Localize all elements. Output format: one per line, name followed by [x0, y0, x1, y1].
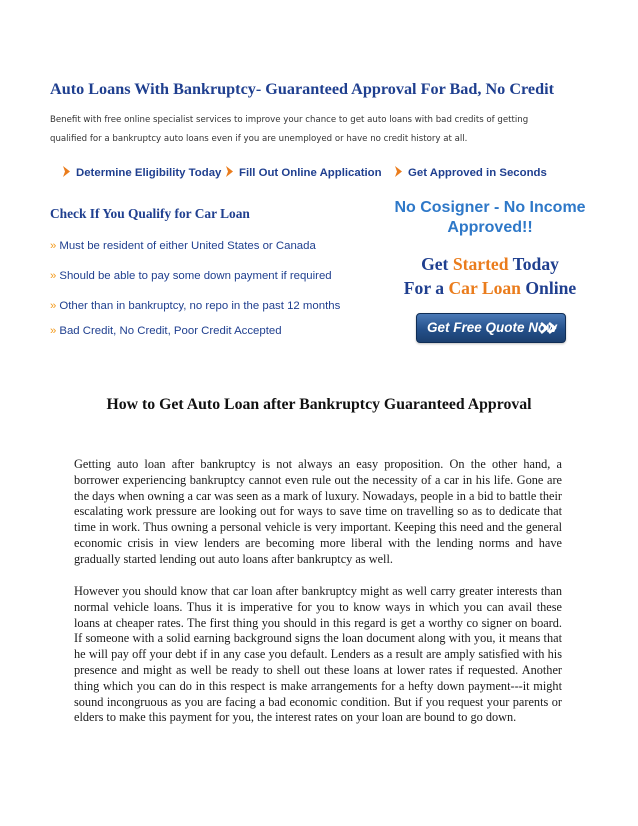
- promo-line: No Cosigner - No Income: [394, 199, 586, 216]
- intro-line: qualified for a bankruptcy auto loans even if you are unemployed or have no credit history at all.: [50, 134, 468, 144]
- get-free-quote-button[interactable]: [416, 313, 566, 343]
- list-item: [50, 270, 332, 282]
- requirement-text: Other than in bankruptcy, no repo in the past 12 months: [59, 300, 341, 312]
- step-label: Determine Eligibility Today: [76, 167, 222, 179]
- bullet-icon: »: [50, 270, 57, 282]
- list-item: [50, 240, 316, 252]
- cta-text: Online: [520, 278, 577, 298]
- intro-text: [50, 111, 580, 149]
- step-label: Fill Out Online Application: [239, 167, 382, 179]
- intro-line: Benefit with free online specialist services to improve your chance to get auto loans with bad credits of getting: [50, 115, 529, 125]
- step-determine-eligibility[interactable]: [62, 166, 221, 179]
- promo-line: Approved!!: [447, 219, 533, 236]
- article-title: How to Get Auto Loan after Bankruptcy Guaranteed Approval: [106, 396, 532, 413]
- bullet-icon: »: [50, 325, 57, 337]
- requirement-text: Should be able to pay some down payment if required: [59, 270, 332, 282]
- step-label: Get Approved in Seconds: [408, 167, 547, 179]
- cta-text: Today: [508, 254, 559, 274]
- cta-text: For a: [403, 278, 449, 298]
- requirement-text: Must be resident of either United States or Canada: [59, 240, 316, 252]
- qualify-heading: Check If You Qualify for Car Loan: [50, 206, 250, 221]
- page-title: Auto Loans With Bankruptcy- Guaranteed Approval For Bad, No Credit: [50, 80, 554, 98]
- article-paragraph: However you should know that car loan after bankruptcy might as well carry greater interests than normal vehicle loans. Thus it is imperative for you to know ways in which you can avail these loans at cheaper rates. The first thing you should in this regard is get a worthy co signer on board. If someone with a solid earning background signs the loan document along with you, it means that he will pay off your debt if in any case you default. Lenders as a result are amply satisfied with his presence and might as well be ready to shell out these loans at lower rates if requested. Another thing which you can do in this respect is make arrangements for a hefty down payment---it might sound incongruous as you are facing a bad economic condition. But if you request your parents or elders to make this payment for you, the interest rates on your loan are bound to go down.: [74, 584, 562, 725]
- step-get-approved[interactable]: [394, 166, 547, 179]
- bullet-icon: »: [50, 240, 57, 252]
- cta-accent: Started: [452, 254, 509, 274]
- article-paragraph: Getting auto loan after bankruptcy is not always an easy proposition. On the other hand, a borrower experiencing bankruptcy cannot even rule out the necessity of a car in his life. Gone are the days when owning a car was seen as a mark of luxury. Nowadays, people in a bid to battle their escalating work pressure are looking out for ways to save time on travelling so as to dedicate that time in work. Thus owning a personal vehicle is very important. Keeping this need and the general economic crisis in view lenders are becoming more liberal with the lending norms and have gradually started lending out auto loans after bankruptcy as well.: [74, 457, 562, 566]
- cta-subheading: [380, 278, 600, 299]
- cta-accent: Car Loan: [448, 278, 521, 298]
- promo-banner: [380, 198, 600, 238]
- cta-text: Get: [421, 254, 453, 274]
- step-fill-application[interactable]: [225, 166, 382, 179]
- arrow-icon: [225, 166, 234, 177]
- list-item: [50, 300, 340, 312]
- arrow-icon: [62, 166, 71, 177]
- requirement-text: Bad Credit, No Credit, Poor Credit Accepted: [59, 325, 282, 337]
- steps-bar: [52, 166, 612, 182]
- arrow-icon: [394, 166, 403, 177]
- cta-heading: [380, 254, 600, 275]
- double-chevron-right-icon: [539, 321, 559, 335]
- bullet-icon: »: [50, 300, 57, 312]
- list-item: [50, 325, 282, 337]
- button-label: Get Free Quote Now: [427, 320, 557, 335]
